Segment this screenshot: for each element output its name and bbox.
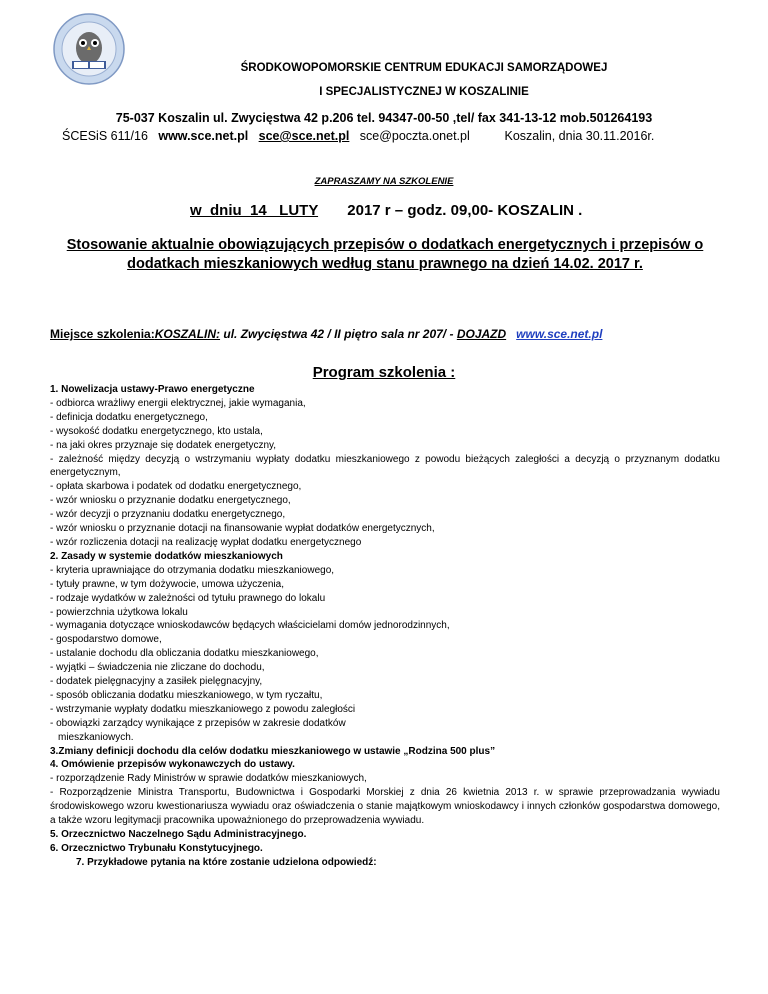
place-date: Koszalin, dnia 30.11.2016r. <box>504 129 655 143</box>
program-section-heading: 2. Zasady w systemie dodatków mieszkaniowych <box>50 550 283 562</box>
program-item: - ustalanie dochodu dla obliczania dodatku mieszkaniowego, <box>50 648 319 660</box>
event-date-day: w dniu 14 LUTY <box>190 202 319 219</box>
program-list <box>50 383 720 870</box>
program-item: - gospodarstwo domowe, <box>50 634 162 646</box>
program-section-heading: 5. Orzecznictwo Naczelnego Sądu Administracyjnego. <box>50 829 307 840</box>
email-link[interactable]: sce@sce.net.pl <box>258 129 350 143</box>
program-title: Program szkolenia : <box>312 364 456 381</box>
location-city: KOSZALIN: <box>154 327 221 341</box>
dojazd-label: DOJAZD <box>456 327 507 341</box>
organization-name: ŚRODKOWOPOMORSKIE CENTRUM EDUKACJI SAMORZĄDOWEJ <box>240 62 608 74</box>
program-section-heading: 7. Przykładowe pytania na które zostanie udzielona odpowiedź: <box>76 856 377 868</box>
program-item: - wyjątki – świadczenia nie zliczane do dochodu, <box>50 662 265 674</box>
program-item: - wzór wniosku o przyznanie dodatku energetycznego, <box>50 495 291 507</box>
event-date <box>190 202 582 219</box>
contact-line <box>62 129 742 143</box>
event-date-time: 2017 r – godz. 09,00- KOSZALIN . <box>347 202 583 219</box>
program-item: - wysokość dodatku energetycznego, kto ustala, <box>50 425 263 437</box>
email-secondary[interactable]: sce@poczta.onet.pl <box>359 129 470 143</box>
location-detail: ul. Zwycięstwa 42 / II piętro sala nr 207/ - <box>220 327 457 341</box>
program-section-heading: 3.Zmiany definicji dochodu dla celów dodatku mieszkaniowego w ustawie „Rodzina 500 plus” <box>50 745 496 757</box>
program-item: mieszkaniowych. <box>58 731 134 743</box>
reference-number: ŚCESiS 611/16 <box>62 129 148 143</box>
invitation-heading: ZAPRASZAMY NA SZKOLENIE <box>314 176 454 187</box>
program-item: - obowiązki zarządcy wynikające z przepisów w zakresie dodatków <box>50 717 346 729</box>
program-item: - wzór rozliczenia dotacji na realizację wypłat dodatku energetycznego <box>50 536 362 548</box>
program-item: - definicja dodatku energetycznego, <box>50 411 208 423</box>
program-section-heading: 4. Omówienie przepisów wykonawczych do ustawy. <box>50 759 295 771</box>
program-item: - tytuły prawne, w tym dożywocie, umowa użyczenia, <box>50 578 284 590</box>
program-item: - wzór decyzji o przyznaniu dodatku energetycznego, <box>50 509 286 521</box>
organization-name-line2: I SPECJALISTYCZNEJ W KOSZALINIE <box>319 86 529 98</box>
program-item: - wymagania dotyczące wnioskodawców będących właścicielami domów jednorodzinnych, <box>50 620 450 632</box>
program-section-heading: 1. Nowelizacja ustawy-Prawo energetyczne <box>50 384 255 395</box>
training-topic: Stosowanie aktualnie obowiązujących przepisów o dodatkach energetycznych i przepisów o dodatkach mieszkaniowych według stanu prawnego na dzień 14.02. 2017 r. <box>66 237 704 272</box>
location-label: Miejsce szkolenia: <box>50 327 155 341</box>
program-item: - kryteria uprawniające do otrzymania dodatku mieszkaniowego, <box>50 564 335 576</box>
program-item: - Rozporządzenie Ministra Transportu, Budownictwa i Gospodarki Morskiej z dnia 26 kwietnia 2013 r. w sprawie przeprowadzania wywiadu środowiskowego wzoru kwestionariusza wywiadu oraz oświadczenia o stanie majątkowym wnioskodawcy i innych członków gospodarstwa domowego, a także wzoru legitymacji pracownika upoważnionego do przeprowadzenia wywiadu. <box>50 787 720 827</box>
program-item: - odbiorca wrażliwy energii elektrycznej, jakie wymagania, <box>50 397 306 409</box>
program-item: - wstrzymanie wypłaty dodatku mieszkaniowego z powodu zaległości <box>50 703 356 715</box>
address-line: 75-037 Koszalin ul. Zwycięstwa 42 p.206 tel. 94347-00-50 ,tel/ fax 341-13-12 mob.501264193 <box>115 111 653 125</box>
website-link[interactable]: www.sce.net.pl <box>158 129 249 143</box>
program-item: - zależność między decyzją o wstrzymaniu wypłaty dodatku mieszkaniowego z powodu bieżących zaległości a decyzją o przyznanym dodatku energetycznym, <box>50 453 720 479</box>
program-item: - dodatek pielęgnacyjny a zasiłek pielęgnacyjny, <box>50 676 263 688</box>
program-item: - na jaki okres przyznaje się dodatek energetyczny, <box>50 439 277 451</box>
program-item: - rodzaje wydatków w zależności od tytułu prawnego do lokalu <box>50 592 326 604</box>
training-location <box>50 327 602 341</box>
program-item: - wzór wniosku o przyznanie dotacji na finansowanie wypłat dodatków energetycznych, <box>50 523 435 535</box>
program-item: - sposób obliczania dodatku mieszkaniowego, w tym ryczałtu, <box>50 689 323 701</box>
organization-logo <box>52 12 126 86</box>
program-section-heading: 6. Orzecznictwo Trybunału Konstytucyjnego. <box>50 842 263 854</box>
program-item: - powierzchnia użytkowa lokalu <box>50 606 188 618</box>
program-item: - rozporządzenie Rady Ministrów w sprawie dodatków mieszkaniowych, <box>50 773 367 785</box>
directions-link[interactable]: www.sce.net.pl <box>516 327 603 341</box>
program-item: - opłata skarbowa i podatek od dodatku energetycznego, <box>50 481 302 493</box>
